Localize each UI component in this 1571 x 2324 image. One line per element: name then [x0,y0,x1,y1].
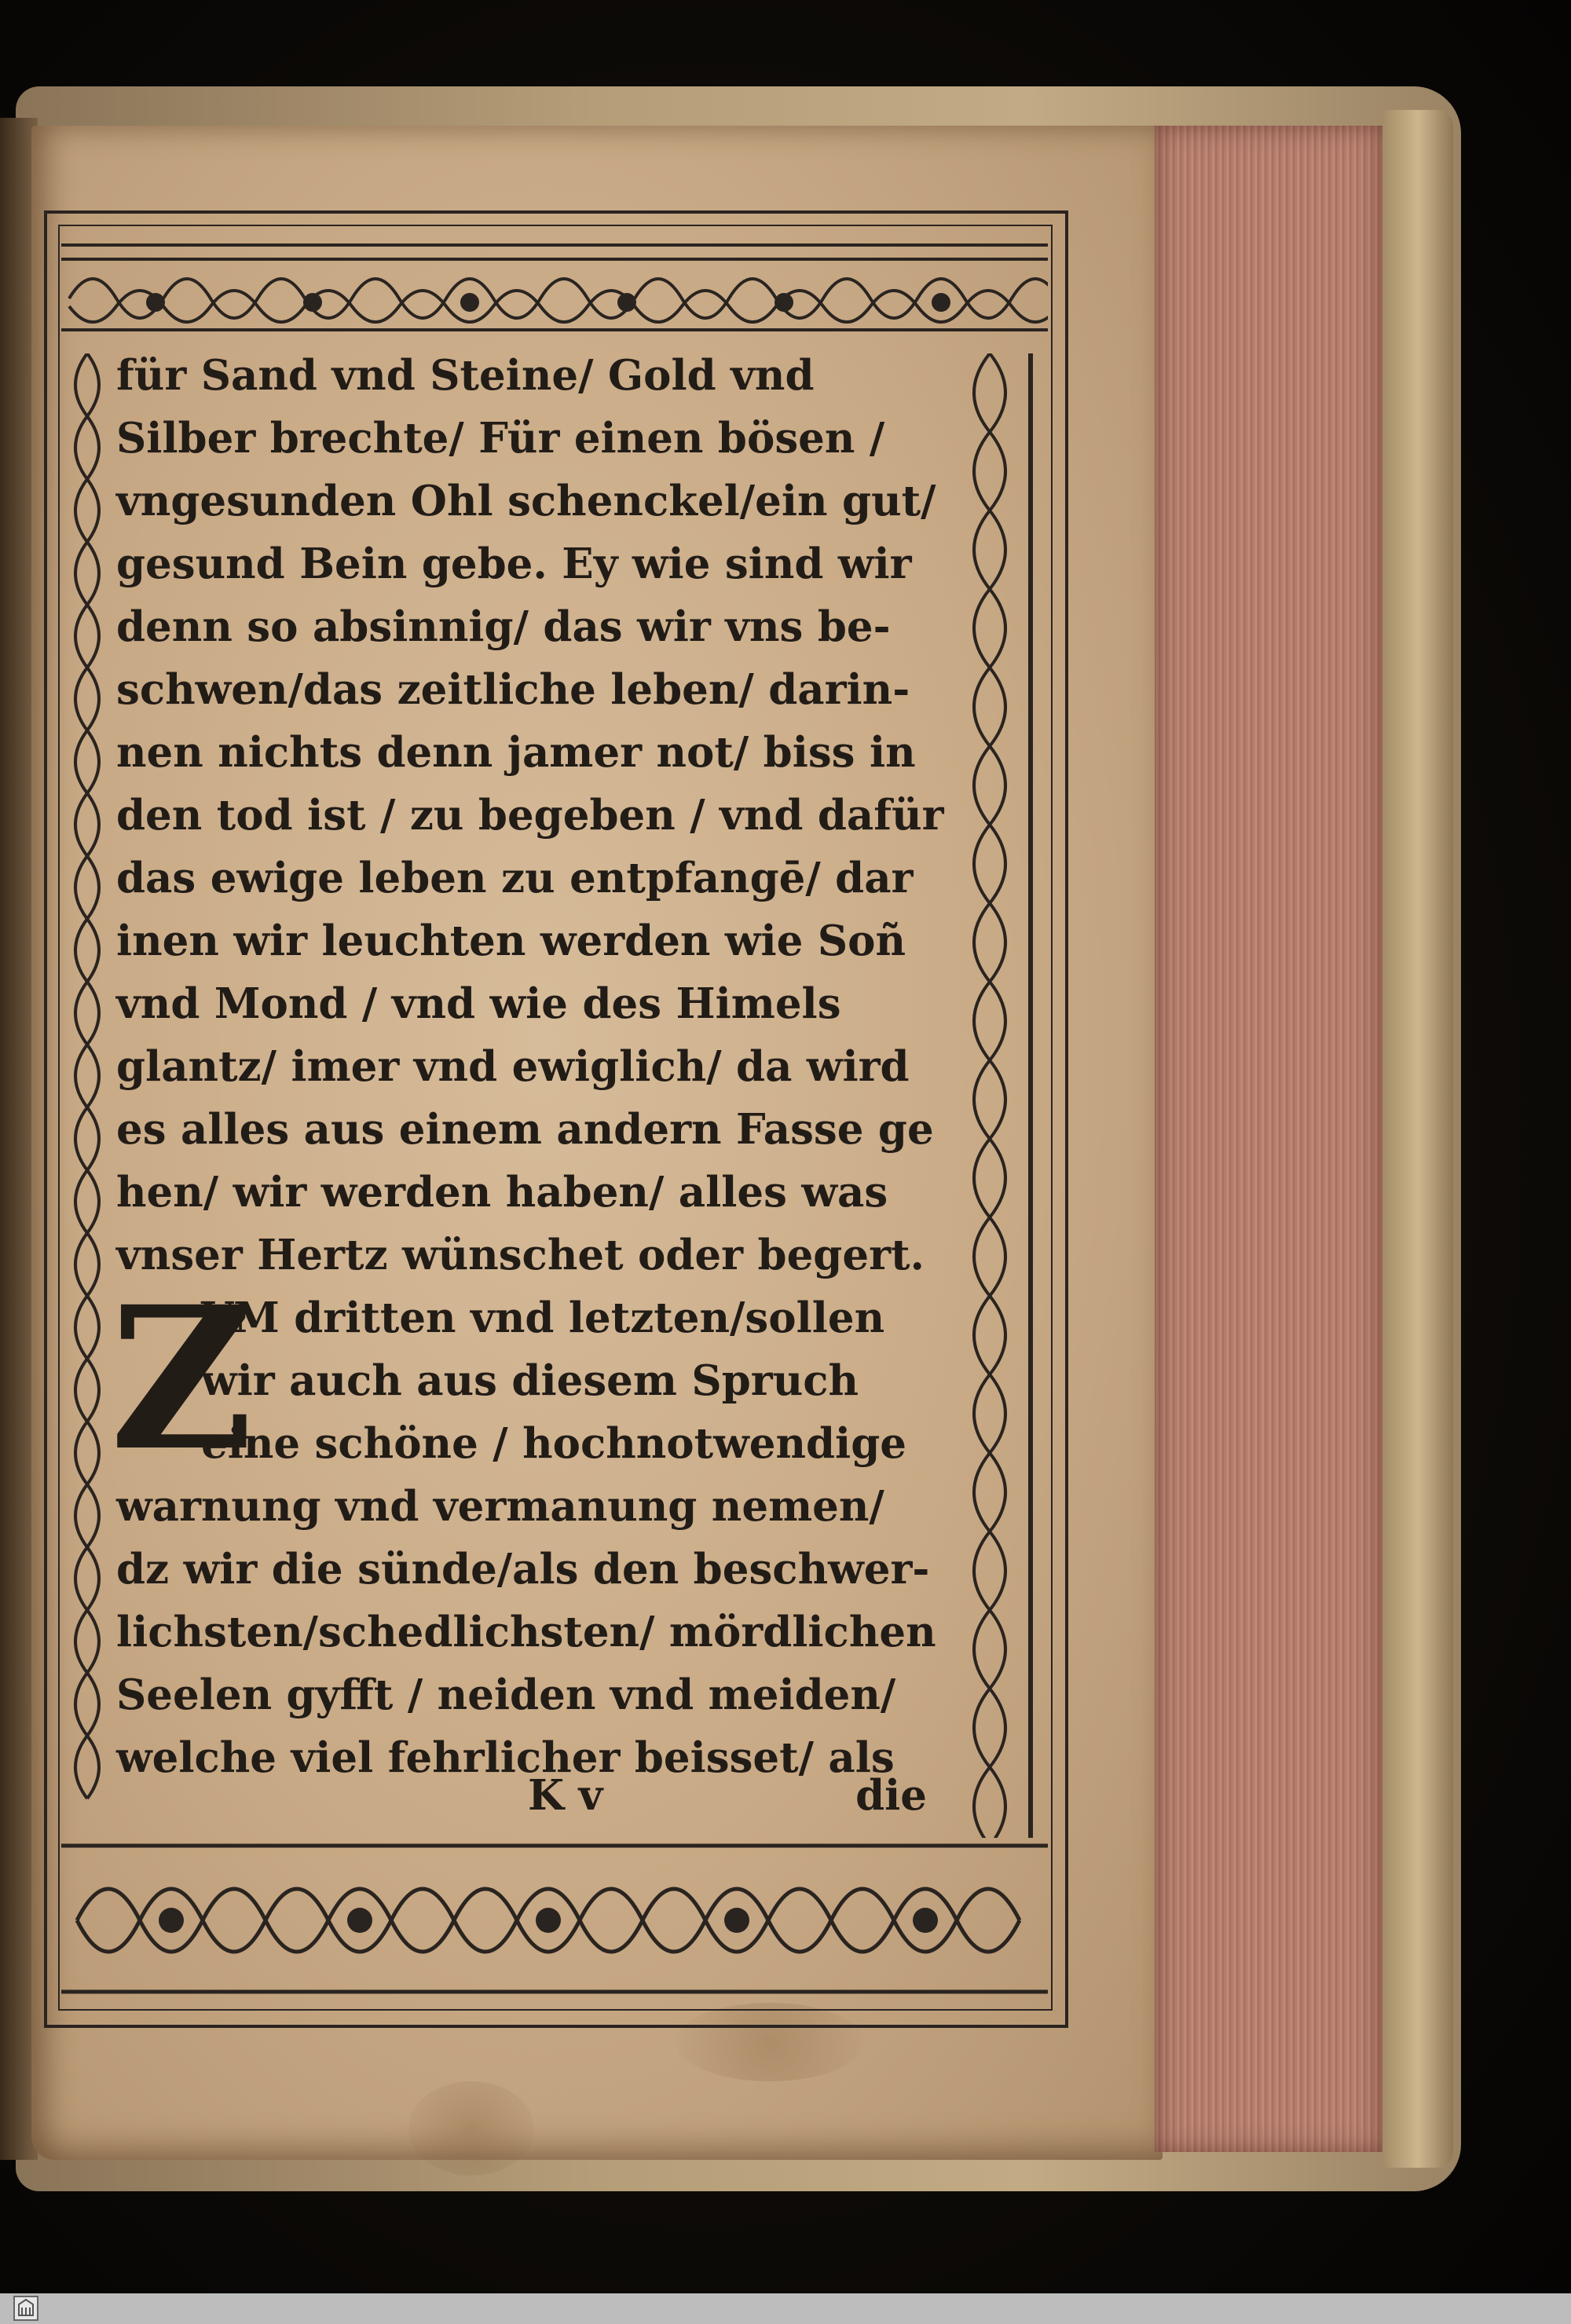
text-line: lichsten/schedlichsten/ mördlichen [116,1608,936,1656]
text-line: glantz/ imer vnd ewiglich/ da wird [116,1042,910,1091]
text-line: vngesunden Ohl schenckel/ein gut/ [116,477,936,525]
paper-stain [408,2081,534,2176]
cover-board-edge [1382,110,1453,2168]
right-ornament-border [943,353,1045,1838]
text-line: warnung vnd vermanung nemen/ [116,1482,884,1531]
text-line: wir auch aus diesem Spruch [201,1356,859,1405]
text-line: eine schöne / hochnotwendige [201,1419,906,1468]
text-line: vnd Mond / vnd wie des Himels [116,979,841,1028]
text-line: inen wir leuchten werden wie Soñ [116,917,906,965]
text-line: den tod ist / zu begeben / vnd dafür [116,791,944,840]
text-line: dz wir die sünde/als den beschwer- [116,1545,930,1594]
text-line: denn so absinnig/ das wir vns be- [116,602,891,651]
text-line: Silber brechte/ Für einen bösen / [116,414,885,463]
text-line: das ewige leben zu entpfangē/ dar [116,854,914,902]
text-line: hen/ wir werden haben/ alles was [116,1168,888,1217]
catchword: die [855,1771,927,1820]
text-line: Seelen gyfft / neiden vnd meiden/ [116,1671,896,1719]
drop-capital: Z [110,1263,254,1494]
viewer-footer [0,2293,1571,2324]
left-ornament-border [61,353,113,1838]
bottom-ornament-band [61,1838,1048,2003]
text-line: welche viel fehrlicher beisset/ als [116,1733,895,1782]
library-logo-icon [13,2295,39,2322]
signature-mark: K v [528,1771,603,1820]
text-line: gesund Bein gebe. Ey wie sind wir [116,540,912,588]
text-line: vnser Hertz wünschet oder begert. [116,1231,925,1279]
text-line: es alles aus einem andern Fasse ge [116,1105,934,1154]
text-line: für Sand vnd Steine/ Gold vnd [116,351,815,400]
text-line: VM dritten vnd letzten/sollen [201,1294,885,1342]
page-block-edges [1155,126,1382,2152]
text-line: nen nichts denn jamer not/ biss in [116,728,916,777]
main-text [116,344,944,1789]
text-line: schwen/das zeitliche leben/ darin- [116,665,910,714]
top-ornament-band [61,228,1048,353]
